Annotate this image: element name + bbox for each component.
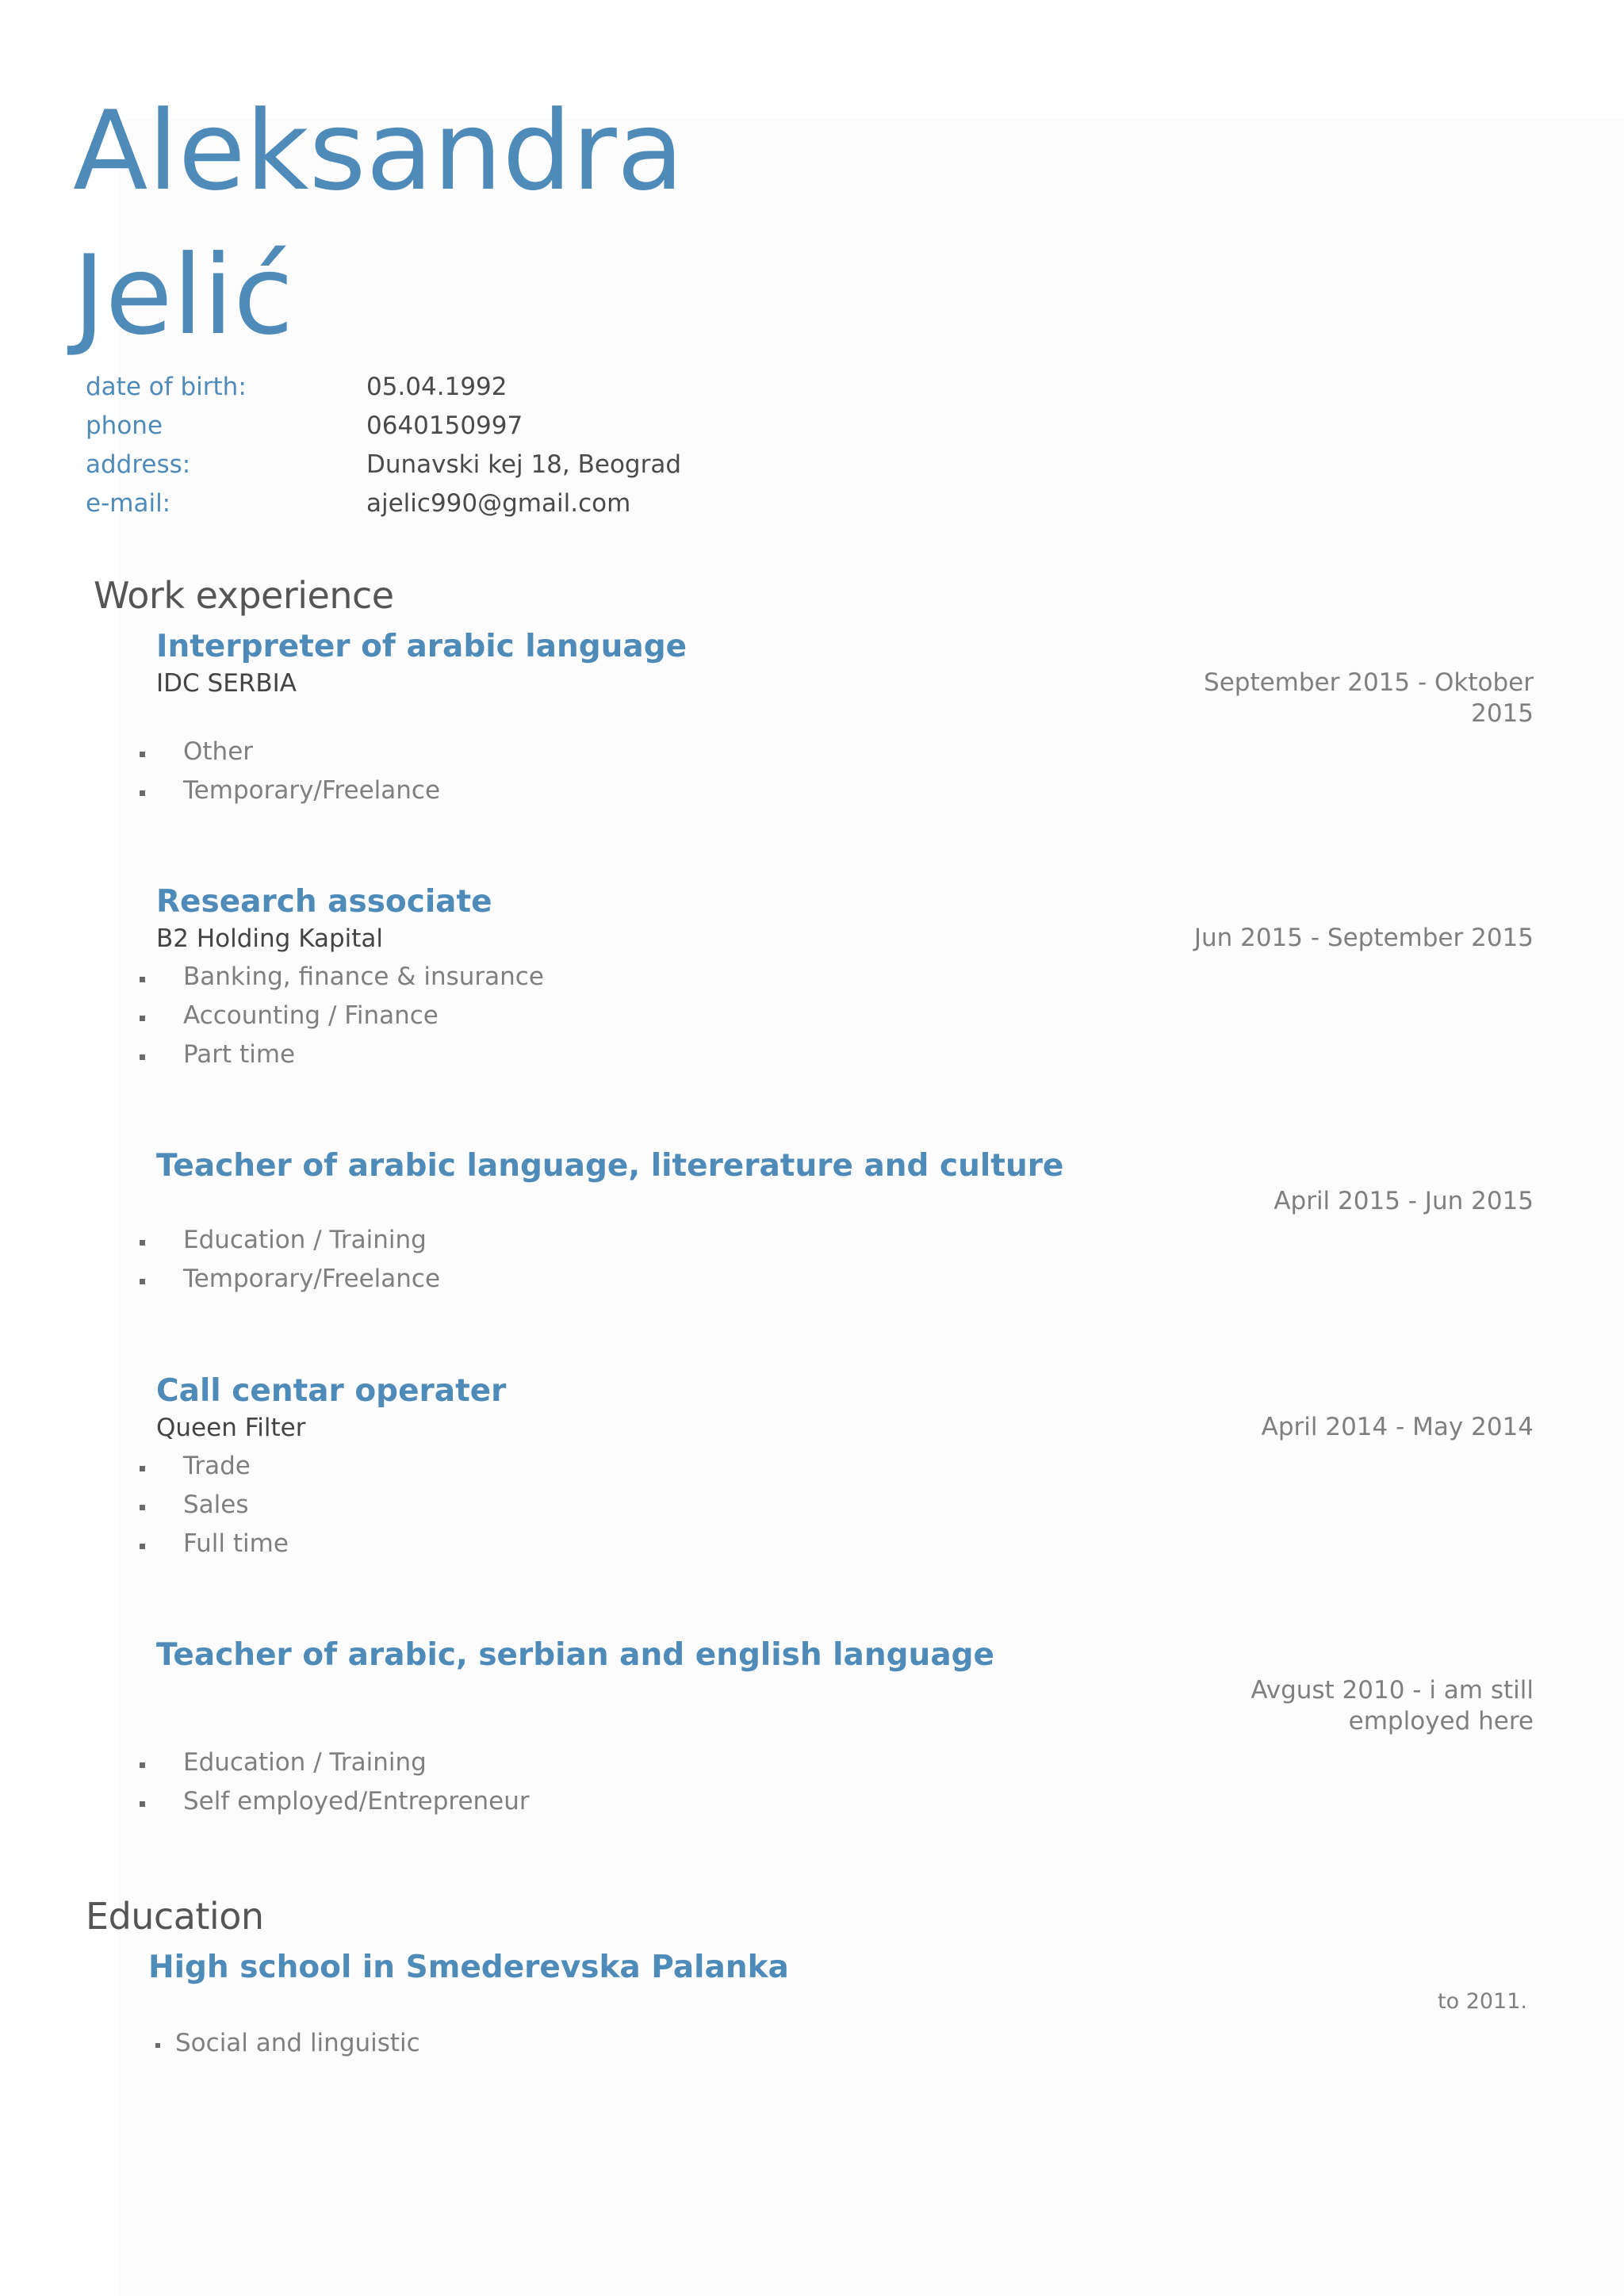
- job-title: Call centar operater: [156, 1373, 507, 1409]
- phone-label: phone: [86, 411, 163, 440]
- job-tag: Self employed/Entrepreneur: [183, 1787, 530, 1816]
- phone-value: 0640150997: [366, 411, 523, 440]
- job-tag: Temporary/Freelance: [183, 776, 441, 805]
- dob-label: date of birth:: [86, 373, 247, 401]
- bullet-icon: [140, 977, 145, 982]
- job-tag: Full time: [183, 1529, 289, 1558]
- job-company: IDC SERBIA: [156, 669, 297, 698]
- job-dates: April 2015 - Jun 2015: [1274, 1187, 1534, 1215]
- bullet-icon: [140, 752, 145, 757]
- job-tag: Part time: [183, 1040, 296, 1069]
- bullet-icon: [140, 1505, 145, 1510]
- bullet-icon: [140, 1544, 145, 1549]
- job-dates: September 2015 - Oktober 2015: [1204, 668, 1534, 728]
- education-tag: Social and linguistic: [175, 2029, 420, 2057]
- job-title: Teacher of arabic language, litererature and culture: [156, 1148, 1064, 1184]
- bullet-icon: [140, 1240, 145, 1246]
- education-heading: Education: [86, 1895, 264, 1938]
- bullet-icon: [140, 1466, 145, 1471]
- candidate-name: [73, 79, 787, 368]
- bullet-icon: [155, 2043, 160, 2048]
- bullet-icon: [140, 1054, 145, 1060]
- school-name: High school in Smederevska Palanka: [148, 1950, 789, 1985]
- work-experience-heading: Work experience: [94, 574, 394, 617]
- job-dates: April 2014 - May 2014: [1261, 1413, 1534, 1441]
- last-name: Jelić: [73, 232, 294, 359]
- job-title: Teacher of arabic, serbian and english language: [156, 1637, 994, 1673]
- bullet-icon: [140, 1016, 145, 1021]
- job-tag: Accounting / Finance: [183, 1001, 439, 1030]
- first-name: Aleksandra: [73, 87, 684, 215]
- job-tag: Education / Training: [183, 1748, 427, 1777]
- job-tag: Banking, finance & insurance: [183, 962, 544, 991]
- job-title: Research associate: [156, 884, 492, 920]
- job-tag: Trade: [183, 1452, 251, 1480]
- job-title: Interpreter of arabic language: [156, 629, 688, 664]
- job-company: B2 Holding Kapital: [156, 924, 384, 953]
- job-tag: Other: [183, 737, 254, 766]
- job-tag: Education / Training: [183, 1226, 427, 1254]
- education-dates: to 2011.: [1438, 1989, 1527, 2014]
- address-label: address:: [86, 450, 191, 479]
- dob-value: 05.04.1992: [366, 373, 508, 401]
- job-company: Queen Filter: [156, 1414, 306, 1442]
- email-value[interactable]: ajelic990@gmail.com: [366, 489, 631, 518]
- bullet-icon: [140, 1762, 145, 1768]
- job-tag: Temporary/Freelance: [183, 1265, 441, 1293]
- job-dates: Jun 2015 - September 2015: [1193, 924, 1534, 952]
- email-label: e-mail:: [86, 489, 171, 518]
- bullet-icon: [140, 1279, 145, 1284]
- job-tag: Sales: [183, 1490, 249, 1519]
- address-value: Dunavski kej 18, Beograd: [366, 450, 682, 479]
- job-dates: Avgust 2010 - i am still employed here: [1251, 1676, 1534, 1735]
- bullet-icon: [140, 790, 145, 796]
- bullet-icon: [140, 1801, 145, 1807]
